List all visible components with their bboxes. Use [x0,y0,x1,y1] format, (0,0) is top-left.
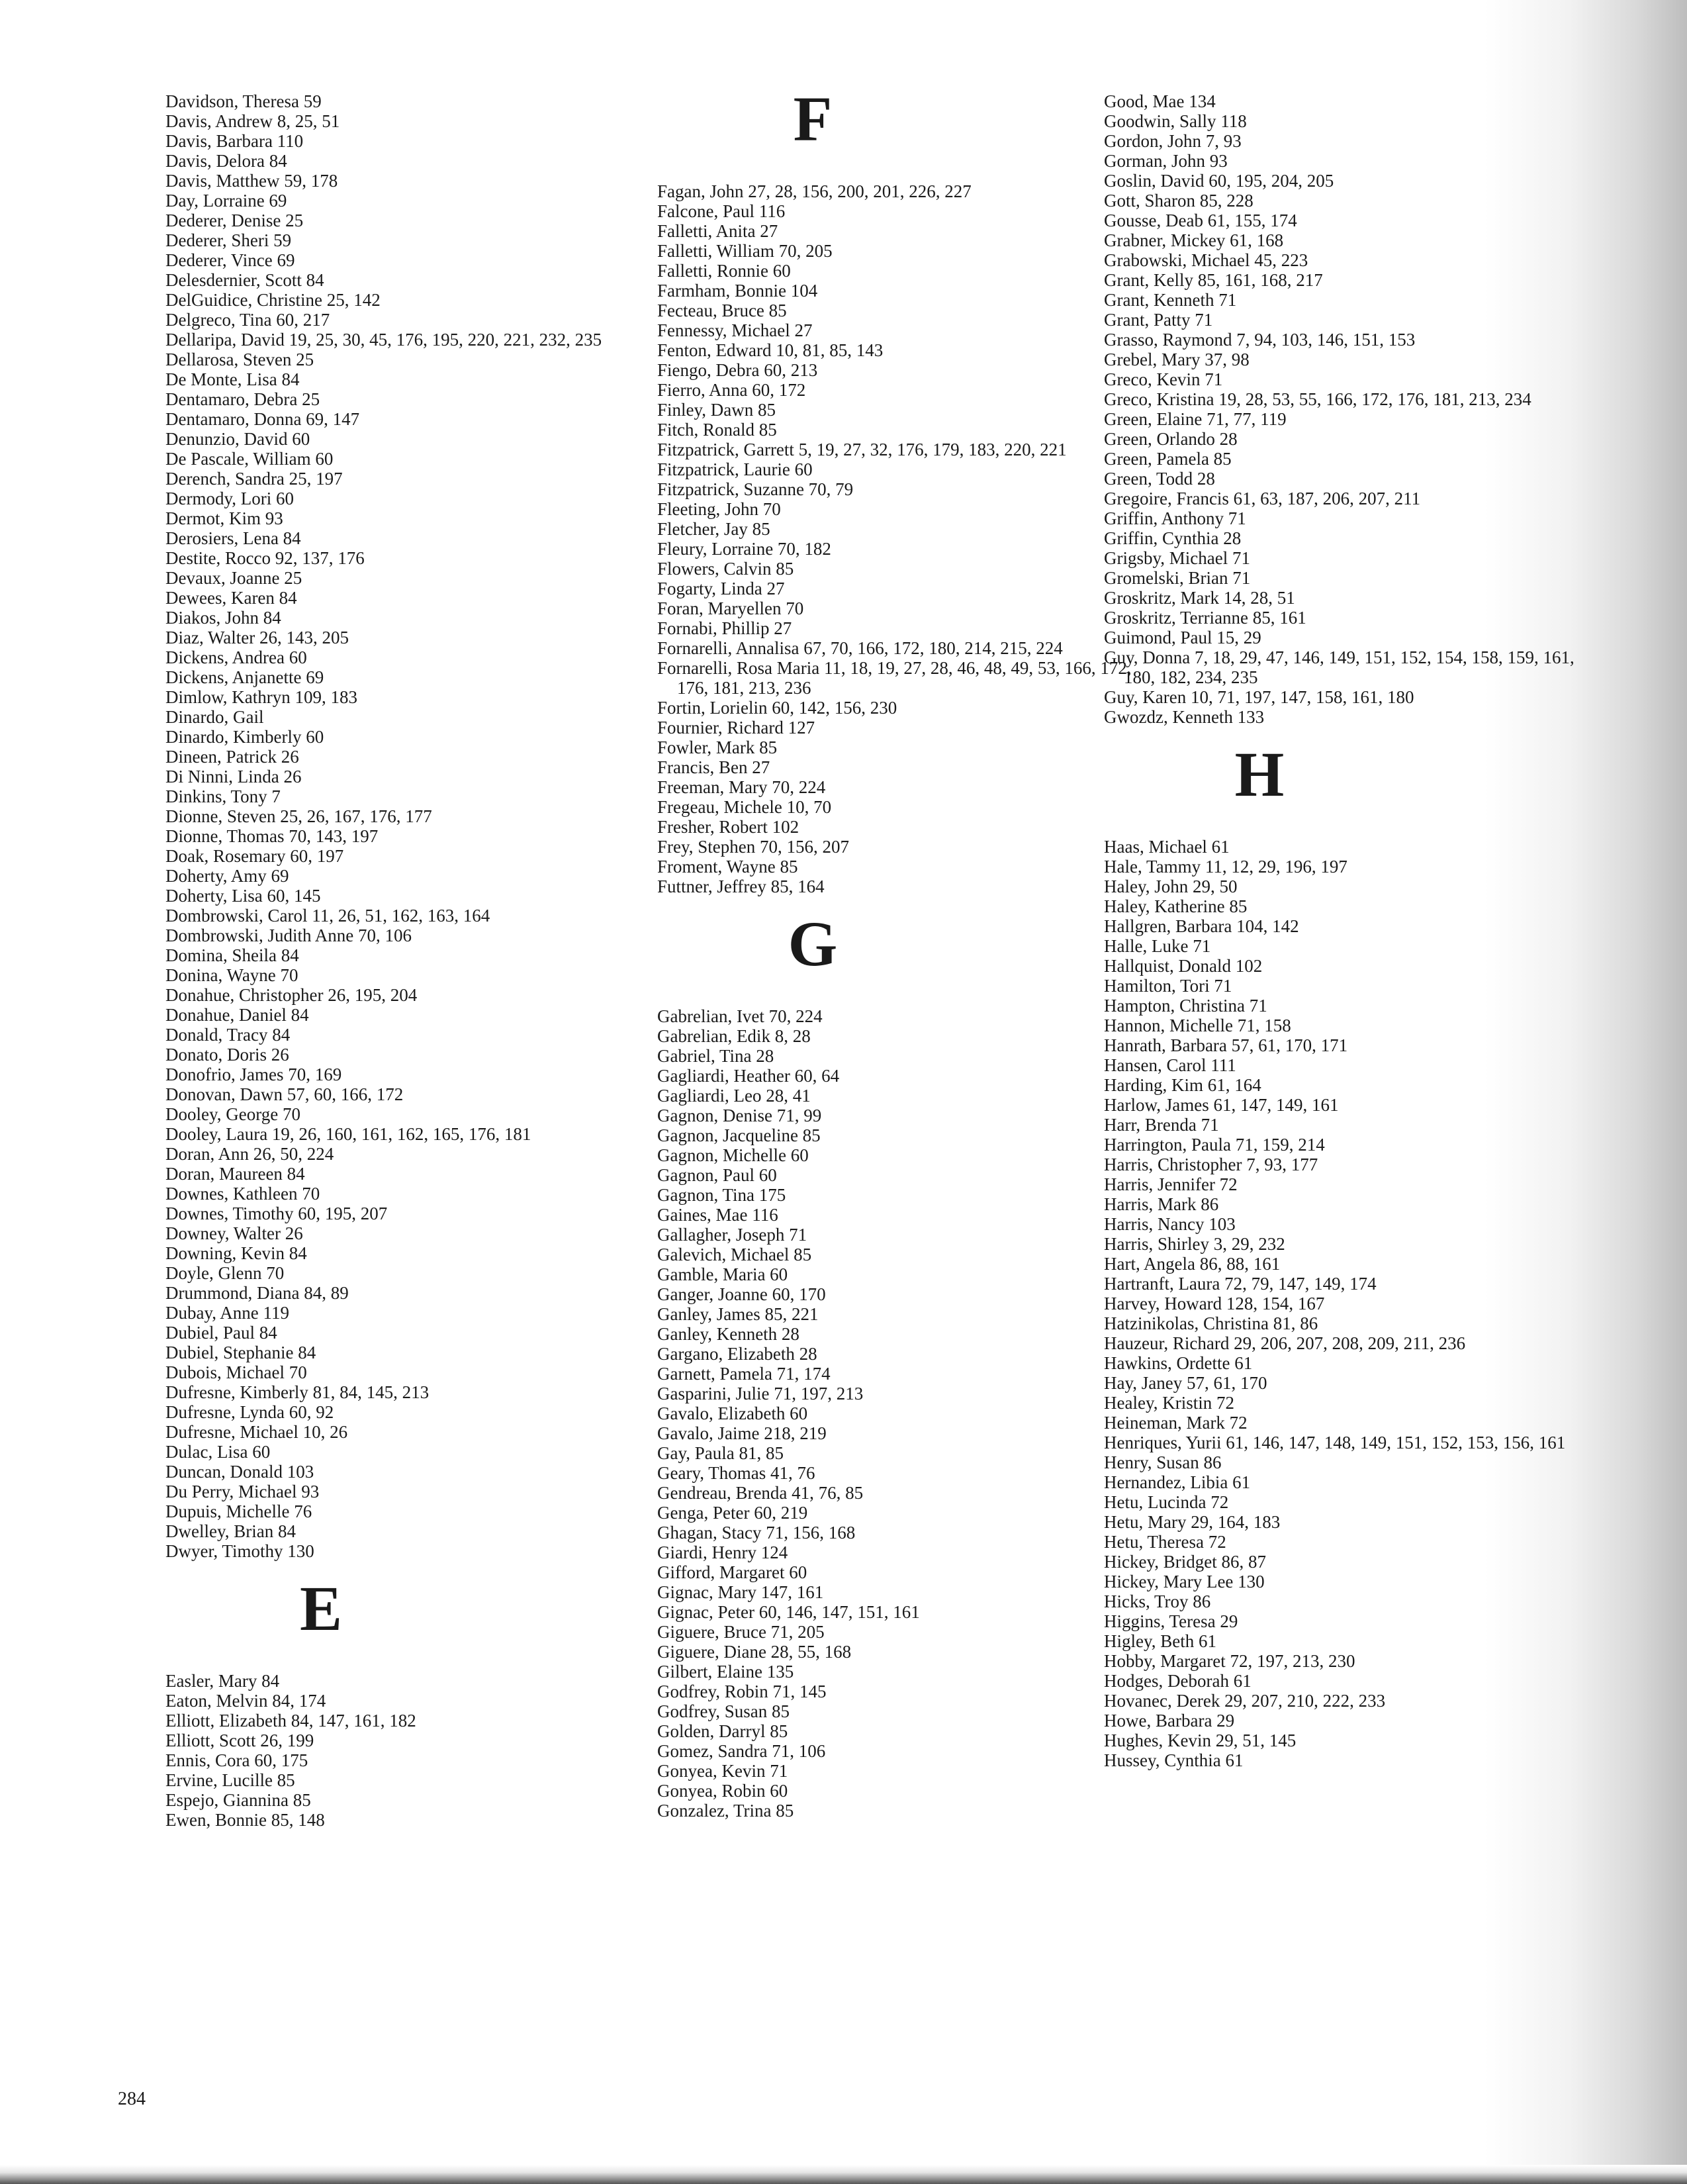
index-entry: Dimlow, Kathryn 109, 183 [165,687,357,707]
index-entry: Duncan, Donald 103 [165,1462,314,1482]
index-entry: Ennis, Cora 60, 175 [165,1750,308,1770]
index-entry: Hernandez, Libia 61 [1104,1472,1251,1492]
index-entry: Dupuis, Michelle 76 [165,1501,312,1521]
index-entry: Denunzio, David 60 [165,429,310,449]
index-entry: Hickey, Mary Lee 130 [1104,1572,1265,1591]
index-entry: Day, Lorraine 69 [165,191,287,211]
index-entry: Fortin, Lorielin 60, 142, 156, 230 [657,698,897,718]
index-entry: Hale, Tammy 11, 12, 29, 196, 197 [1104,857,1347,877]
index-entry: Halle, Luke 71 [1104,936,1211,956]
index-entry: Fecteau, Bruce 85 [657,301,787,320]
index-entry: Dermody, Lori 60 [165,489,294,508]
index-entry: Donofrio, James 70, 169 [165,1065,342,1084]
index-entry: Greco, Kevin 71 [1104,369,1223,389]
index-entry: Dellarosa, Steven 25 [165,350,314,369]
index-entry: Gagliardi, Leo 28, 41 [657,1086,811,1106]
index-column-3 [1104,91,1574,1770]
index-entry: DelGuidice, Christine 25, 142 [165,290,381,310]
index-entry: Davis, Matthew 59, 178 [165,171,338,191]
index-entry: Fregeau, Michele 10, 70 [657,797,832,817]
index-entry: Gonyea, Kevin 71 [657,1761,788,1781]
index-entry: Giguere, Bruce 71, 205 [657,1622,825,1642]
index-entry: Downing, Kevin 84 [165,1243,307,1263]
index-entry: Green, Pamela 85 [1104,449,1232,469]
index-entry: Doyle, Glenn 70 [165,1263,285,1283]
index-entry: Doherty, Amy 69 [165,866,289,886]
index-entry: Francis, Ben 27 [657,757,770,777]
index-entry: Dombrowski, Judith Anne 70, 106 [165,926,412,945]
index-entry: Hussey, Cynthia 61 [1104,1750,1244,1770]
index-entry: Downes, Kathleen 70 [165,1184,320,1204]
index-entry: Golden, Darryl 85 [657,1721,788,1741]
index-entry: Gendreau, Brenda 41, 76, 85 [657,1483,864,1503]
index-column-2 [657,83,1132,1821]
index-entry: Fornarelli, Rosa Maria 11, 18, 19, 27, 28, 46, 48, 49, 53, 166, 172, 176, 181, 213, 236 [657,658,1132,698]
page-number: 284 [118,2089,146,2109]
index-entry: Dederer, Sheri 59 [165,230,292,250]
index-entry: Grant, Patty 71 [1104,310,1213,330]
index-entry: Gilbert, Elaine 135 [657,1662,794,1682]
index-entry: Griffin, Cynthia 28 [1104,528,1242,548]
index-entry: Hickey, Bridget 86, 87 [1104,1552,1266,1572]
index-entry: Dufresne, Kimberly 81, 84, 145, 213 [165,1382,430,1402]
index-entry: Davis, Barbara 110 [165,131,304,151]
index-entry: Grigsby, Michael 71 [1104,548,1250,568]
index-entry: Gamble, Maria 60 [657,1264,788,1284]
index-entry: Hobby, Margaret 72, 197, 213, 230 [1104,1651,1355,1671]
index-entry: Fournier, Richard 127 [657,718,815,737]
index-entry: Davis, Delora 84 [165,151,287,171]
index-entry: Fogarty, Linda 27 [657,579,785,598]
index-entry: Giardi, Henry 124 [657,1543,788,1562]
index-entry: De Pascale, William 60 [165,449,334,469]
index-entry: Hatzinikolas, Christina 81, 86 [1104,1313,1318,1333]
index-entry: Hay, Janey 57, 61, 170 [1104,1373,1267,1393]
index-entry: Goslin, David 60, 195, 204, 205 [1104,171,1334,191]
index-entry: Eaton, Melvin 84, 174 [165,1691,326,1711]
index-entry: Gifford, Margaret 60 [657,1562,807,1582]
index-entry: Ghagan, Stacy 71, 156, 168 [657,1523,856,1543]
section-letter: H [1234,739,1285,810]
index-entry: Di Ninni, Linda 26 [165,767,302,786]
index-entry: Downey, Walter 26 [165,1223,303,1243]
index-entry: Gagnon, Paul 60 [657,1165,777,1185]
index-entry: Falletti, Ronnie 60 [657,261,791,281]
index-entry: Dwelley, Brian 84 [165,1521,296,1541]
index-entry: Grant, Kenneth 71 [1104,290,1237,310]
index-entry: Harris, Nancy 103 [1104,1214,1236,1234]
index-entry: Destite, Rocco 92, 137, 176 [165,548,365,568]
index-entry: Falletti, Anita 27 [657,221,778,241]
index-entry: De Monte, Lisa 84 [165,369,300,389]
index-entry: Haas, Michael 61 [1104,837,1230,857]
index-entry: Elliott, Elizabeth 84, 147, 161, 182 [165,1711,416,1731]
index-entry: Hughes, Kevin 29, 51, 145 [1104,1731,1297,1750]
index-entry: Hetu, Theresa 72 [1104,1532,1226,1552]
index-entry: Dickens, Anjanette 69 [165,667,324,687]
index-entry: Dionne, Thomas 70, 143, 197 [165,826,379,846]
index-entry: Dederer, Denise 25 [165,211,304,230]
index-entry: Fleury, Lorraine 70, 182 [657,539,831,559]
index-entry: Gonzalez, Trina 85 [657,1801,794,1821]
index-entry: Finley, Dawn 85 [657,400,776,420]
index-entry: Derosiers, Lena 84 [165,528,301,548]
index-entry: Donina, Wayne 70 [165,965,298,985]
index-entry: Doran, Maureen 84 [165,1164,305,1184]
index-entry: Giguere, Diane 28, 55, 168 [657,1642,852,1662]
index-entry: Fitch, Ronald 85 [657,420,777,440]
index-entry: Davidson, Theresa 59 [165,91,322,111]
index-entry: Heineman, Mark 72 [1104,1413,1248,1433]
index-entry: Diakos, John 84 [165,608,281,628]
index-entry: Dubiel, Stephanie 84 [165,1343,316,1362]
index-entry: Harris, Jennifer 72 [1104,1174,1238,1194]
index-entry: Greco, Kristina 19, 28, 53, 55, 166, 172, 176, 181, 213, 234 [1104,389,1531,409]
index-entry: Dellaripa, David 19, 25, 30, 45, 176, 195, 220, 221, 232, 235 [165,330,602,350]
index-entry: Elliott, Scott 26, 199 [165,1731,314,1750]
index-entry: Gomez, Sandra 71, 106 [657,1741,826,1761]
index-entry: Ganley, Kenneth 28 [657,1324,799,1344]
index-entry: Hart, Angela 86, 88, 161 [1104,1254,1281,1274]
index-entry: Fitzpatrick, Garrett 5, 19, 27, 32, 176, 179, 183, 220, 221 [657,440,1067,459]
index-entry: Domina, Sheila 84 [165,945,299,965]
index-entry: Gagnon, Tina 175 [657,1185,786,1205]
index-entry: Dionne, Steven 25, 26, 167, 176, 177 [165,806,432,826]
index-entry: Gousse, Deab 61, 155, 174 [1104,211,1297,230]
index-entry: Gavalo, Elizabeth 60 [657,1403,808,1423]
index-entry: Goodwin, Sally 118 [1104,111,1247,131]
index-entry: Dinardo, Kimberly 60 [165,727,324,747]
index-entry: Higley, Beth 61 [1104,1631,1216,1651]
section-letter: G [788,908,838,979]
index-entry: Fletcher, Jay 85 [657,519,770,539]
index-entry: Fierro, Anna 60, 172 [657,380,806,400]
index-entry: Gorman, John 93 [1104,151,1228,171]
index-entry: Gwozdz, Kenneth 133 [1104,707,1265,727]
index-entry: Fowler, Mark 85 [657,737,778,757]
index-entry: Geary, Thomas 41, 76 [657,1463,815,1483]
index-entry: Donahue, Daniel 84 [165,1005,309,1025]
index-entry: Fleeting, John 70 [657,499,781,519]
index-entry: Gignac, Peter 60, 146, 147, 151, 161 [657,1602,920,1622]
index-entry: Dooley, Laura 19, 26, 160, 161, 162, 165, 176, 181 [165,1124,531,1144]
page-edge [0,2165,1687,2184]
index-entry: Derench, Sandra 25, 197 [165,469,343,489]
index-entry: Gavalo, Jaime 218, 219 [657,1423,827,1443]
index-entry: Dubay, Anne 119 [165,1303,289,1323]
index-entry: Dederer, Vince 69 [165,250,295,270]
index-entry: Groskritz, Terrianne 85, 161 [1104,608,1306,628]
index-entry: Howe, Barbara 29 [1104,1711,1235,1731]
index-entry: Freeman, Mary 70, 224 [657,777,826,797]
index-entry: Healey, Kristin 72 [1104,1393,1234,1413]
index-entry: Ervine, Lucille 85 [165,1770,295,1790]
index-entry: Harding, Kim 61, 164 [1104,1075,1261,1095]
index-entry: Garnett, Pamela 71, 174 [657,1364,831,1384]
index-entry: Gaines, Mae 116 [657,1205,778,1225]
index-entry: Green, Elaine 71, 77, 119 [1104,409,1287,429]
index-entry: Harris, Shirley 3, 29, 232 [1104,1234,1285,1254]
section-letter: E [299,1573,343,1644]
index-entry: Gabrelian, Edik 8, 28 [657,1026,811,1046]
index-entry: Dentamaro, Donna 69, 147 [165,409,360,429]
index-entry: Green, Orlando 28 [1104,429,1238,449]
index-entry: Donato, Doris 26 [165,1045,289,1065]
index-entry: Dwyer, Timothy 130 [165,1541,314,1561]
index-entry: Donald, Tracy 84 [165,1025,291,1045]
section-letter: F [793,83,833,154]
index-entry: Falcone, Paul 116 [657,201,786,221]
index-entry: Grabowski, Michael 45, 223 [1104,250,1308,270]
index-entry: Harris, Christopher 7, 93, 177 [1104,1155,1318,1174]
index-entry: Harris, Mark 86 [1104,1194,1219,1214]
index-entry: Grabner, Mickey 61, 168 [1104,230,1284,250]
index-entry: Fennessy, Michael 27 [657,320,813,340]
index-entry: Delgreco, Tina 60, 217 [165,310,330,330]
index-entry: Dubois, Michael 70 [165,1362,307,1382]
index-entry: Ganger, Joanne 60, 170 [657,1284,826,1304]
index-entry: Godfrey, Susan 85 [657,1701,790,1721]
index-entry: Donahue, Christopher 26, 195, 204 [165,985,418,1005]
index-entry: Genga, Peter 60, 219 [657,1503,808,1523]
index-entry: Delesdernier, Scott 84 [165,270,324,290]
index-entry: Gallagher, Joseph 71 [657,1225,807,1245]
index-entry: Dufresne, Lynda 60, 92 [165,1402,334,1422]
index-entry: Futtner, Jeffrey 85, 164 [657,877,825,896]
index-entry: Good, Mae 134 [1104,91,1216,111]
index-entry: Gregoire, Francis 61, 63, 187, 206, 207, 211 [1104,489,1421,508]
index-entry: Dombrowski, Carol 11, 26, 51, 162, 163, 164 [165,906,490,926]
index-entry: Farmham, Bonnie 104 [657,281,818,301]
index-entry: Hamilton, Tori 71 [1104,976,1232,996]
index-entry: Grebel, Mary 37, 98 [1104,350,1250,369]
index-entry: Hampton, Christina 71 [1104,996,1267,1016]
index-entry: Hauzeur, Richard 29, 206, 207, 208, 209, 211, 236 [1104,1333,1466,1353]
index-entry: Dickens, Andrea 60 [165,647,307,667]
index-entry: Fitzpatrick, Laurie 60 [657,459,813,479]
index-entry: Foran, Maryellen 70 [657,598,804,618]
index-entry: Davis, Andrew 8, 25, 51 [165,111,340,131]
index-entry: Harr, Brenda 71 [1104,1115,1219,1135]
index-entry: Fiengo, Debra 60, 213 [657,360,818,380]
index-entry: Fenton, Edward 10, 81, 85, 143 [657,340,884,360]
index-entry: Flowers, Calvin 85 [657,559,794,579]
index-entry: Fresher, Robert 102 [657,817,799,837]
index-entry: Dermot, Kim 93 [165,508,283,528]
index-entry: Doherty, Lisa 60, 145 [165,886,321,906]
index-entry: Du Perry, Michael 93 [165,1482,320,1501]
index-entry: Gabriel, Tina 28 [657,1046,774,1066]
index-entry: Donovan, Dawn 57, 60, 166, 172 [165,1084,404,1104]
index-entry: Gromelski, Brian 71 [1104,568,1251,588]
index-entry: Groskritz, Mark 14, 28, 51 [1104,588,1295,608]
index-entry: Hanrath, Barbara 57, 61, 170, 171 [1104,1035,1348,1055]
index-entry: Drummond, Diana 84, 89 [165,1283,349,1303]
index-entry: Diaz, Walter 26, 143, 205 [165,628,349,647]
index-entry: Guy, Donna 7, 18, 29, 47, 146, 149, 151, 152, 154, 158, 159, 161, 180, 182, 234, 235 [1104,647,1574,687]
index-entry: Fagan, John 27, 28, 156, 200, 201, 226, 227 [657,181,972,201]
index-entry: Dinkins, Tony 7 [165,786,281,806]
index-entry: Haley, John 29, 50 [1104,877,1238,896]
index-entry: Dooley, George 70 [165,1104,300,1124]
index-entry: Doran, Ann 26, 50, 224 [165,1144,334,1164]
index-column-1 [165,91,629,1830]
index-entry: Griffin, Anthony 71 [1104,508,1246,528]
index-entry: Gordon, John 7, 93 [1104,131,1242,151]
index-entry: Gagnon, Jacqueline 85 [657,1125,821,1145]
index-entry: Harlow, James 61, 147, 149, 161 [1104,1095,1339,1115]
index-entry: Guimond, Paul 15, 29 [1104,628,1261,647]
index-entry: Doak, Rosemary 60, 197 [165,846,344,866]
index-entry: Hodges, Deborah 61 [1104,1671,1252,1691]
index-entry: Harrington, Paula 71, 159, 214 [1104,1135,1325,1155]
index-entry: Frey, Stephen 70, 156, 207 [657,837,849,857]
index-entry: Godfrey, Robin 71, 145 [657,1682,827,1701]
index-entry: Downes, Timothy 60, 195, 207 [165,1204,388,1223]
index-entry: Easler, Mary 84 [165,1671,280,1691]
index-entry: Gignac, Mary 147, 161 [657,1582,824,1602]
index-entry: Hovanec, Derek 29, 207, 210, 222, 233 [1104,1691,1386,1711]
index-entry: Hartranft, Laura 72, 79, 147, 149, 174 [1104,1274,1377,1294]
index-entry: Gonyea, Robin 60 [657,1781,788,1801]
index-entry: Falletti, William 70, 205 [657,241,833,261]
index-entry: Hallgren, Barbara 104, 142 [1104,916,1299,936]
index-entry: Haley, Katherine 85 [1104,896,1248,916]
index-entry: Dineen, Patrick 26 [165,747,299,767]
index-entry: Gagnon, Michelle 60 [657,1145,809,1165]
index-entry: Hetu, Lucinda 72 [1104,1492,1229,1512]
index-entry: Hannon, Michelle 71, 158 [1104,1016,1291,1035]
index-entry: Dubiel, Paul 84 [165,1323,277,1343]
index-entry: Hicks, Troy 86 [1104,1591,1211,1611]
index-entry: Henry, Susan 86 [1104,1452,1222,1472]
index-entry: Hansen, Carol 111 [1104,1055,1236,1075]
index-entry: Dinardo, Gail [165,707,264,727]
index-entry: Hallquist, Donald 102 [1104,956,1263,976]
index-entry: Henriques, Yurii 61, 146, 147, 148, 149, 151, 152, 153, 156, 161 [1104,1433,1566,1452]
index-entry: Grasso, Raymond 7, 94, 103, 146, 151, 153 [1104,330,1416,350]
index-entry: Green, Todd 28 [1104,469,1215,489]
index-entry: Gasparini, Julie 71, 197, 213 [657,1384,864,1403]
index-entry: Gargano, Elizabeth 28 [657,1344,817,1364]
index-entry: Devaux, Joanne 25 [165,568,302,588]
index-entry: Fitzpatrick, Suzanne 70, 79 [657,479,854,499]
index-entry: Gott, Sharon 85, 228 [1104,191,1254,211]
index-entry: Gagliardi, Heather 60, 64 [657,1066,840,1086]
index-entry: Hawkins, Ordette 61 [1104,1353,1253,1373]
index-entry: Dufresne, Michael 10, 26 [165,1422,348,1442]
index-entry: Fornabi, Phillip 27 [657,618,792,638]
index-entry: Galevich, Michael 85 [657,1245,812,1264]
index-entry: Harvey, Howard 128, 154, 167 [1104,1294,1325,1313]
index-entry: Higgins, Teresa 29 [1104,1611,1238,1631]
index-entry: Dewees, Karen 84 [165,588,297,608]
index-entry: Froment, Wayne 85 [657,857,798,877]
index-entry: Dulac, Lisa 60 [165,1442,271,1462]
index-entry: Ganley, James 85, 221 [657,1304,819,1324]
index-entry: Gay, Paula 81, 85 [657,1443,784,1463]
index-entry: Grant, Kelly 85, 161, 168, 217 [1104,270,1323,290]
index-entry: Gabrelian, Ivet 70, 224 [657,1006,823,1026]
index-entry: Hetu, Mary 29, 164, 183 [1104,1512,1281,1532]
index-entry: Espejo, Giannina 85 [165,1790,311,1810]
index-entry: Dentamaro, Debra 25 [165,389,320,409]
index-entry: Ewen, Bonnie 85, 148 [165,1810,325,1830]
index-entry: Fornarelli, Annalisa 67, 70, 166, 172, 180, 214, 215, 224 [657,638,1063,658]
index-entry: Gagnon, Denise 71, 99 [657,1106,822,1125]
index-entry: Guy, Karen 10, 71, 197, 147, 158, 161, 180 [1104,687,1414,707]
